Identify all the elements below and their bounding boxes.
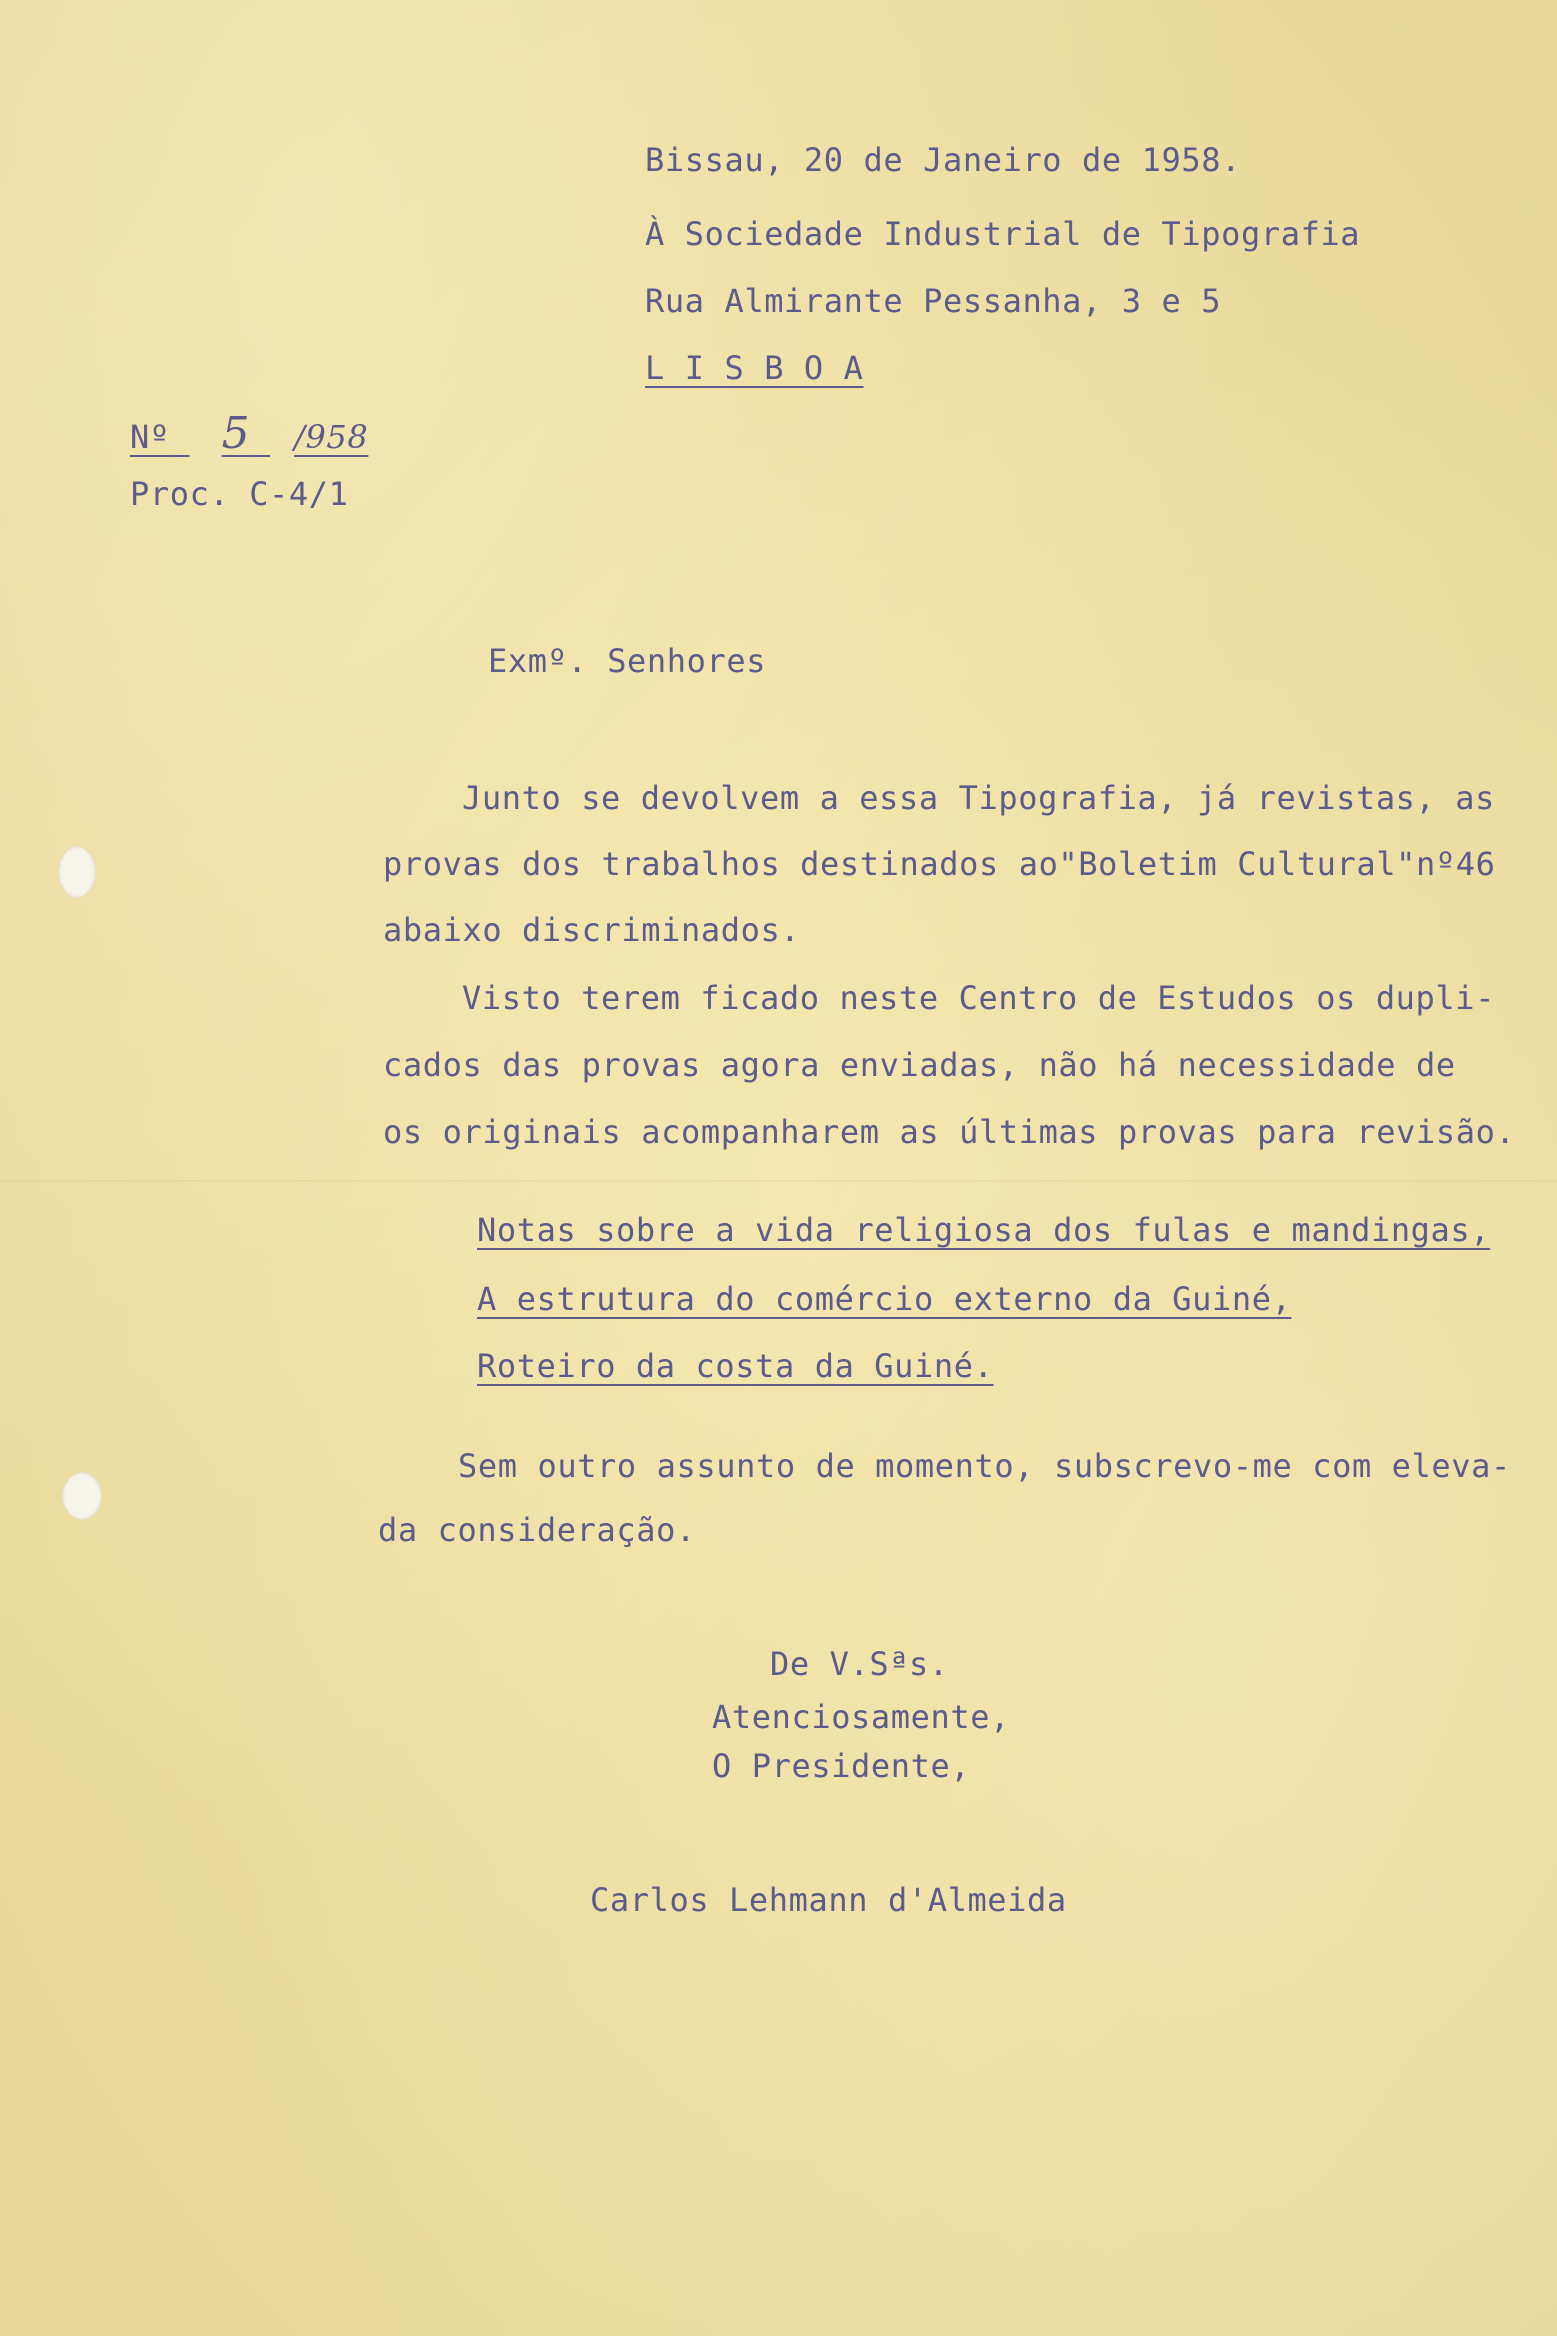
reference-number	[130, 408, 369, 459]
reference-number-year: /958	[294, 418, 369, 456]
paragraph-2-line-1: Visto terem ficado neste Centro de Estudos os dupli-	[462, 979, 1496, 1017]
closing-line-1: Sem outro assunto de momento, subscrevo-me com eleva-	[458, 1447, 1511, 1485]
salutation: Exmº. Senhores	[488, 642, 767, 680]
letter-date: Bissau, 20 de Janeiro de 1958.	[645, 141, 1241, 179]
punch-hole-bottom	[62, 1472, 102, 1520]
paragraph-1-line-1: Junto se devolvem a essa Tipografia, já revistas, as	[462, 779, 1496, 817]
paragraph-1-line-2: provas dos trabalhos destinados ao"Boletim Cultural"nº46	[383, 845, 1496, 883]
paragraph-2-line-3: os originais acompanharem as últimas provas para revisão.	[383, 1113, 1516, 1151]
paper-fold-line	[0, 1180, 1557, 1182]
reference-number-value: 5	[221, 408, 251, 459]
paragraph-1-line-3: abaixo discriminados.	[383, 911, 801, 949]
process-reference: Proc. C-4/1	[130, 475, 349, 513]
work-item: A estrutura do comércio externo da Guiné,	[477, 1280, 1292, 1318]
work-item: Roteiro da costa da Guiné.	[477, 1347, 994, 1385]
signature-regards: Atenciosamente,	[712, 1698, 1010, 1736]
work-item: Notas sobre a vida religiosa dos fulas e mandingas,	[477, 1211, 1491, 1249]
reference-number-prefix: Nº	[130, 418, 170, 456]
signature-title: O Presidente,	[712, 1747, 971, 1785]
punch-hole-top	[58, 846, 96, 898]
signature-courtesy: De V.Sªs.	[770, 1645, 949, 1683]
signature-name: Carlos Lehmann d'Almeida	[590, 1881, 1067, 1919]
recipient-name: À Sociedade Industrial de Tipografia	[645, 215, 1361, 253]
paragraph-2-line-2: cados das provas agora enviadas, não há necessidade de	[383, 1046, 1456, 1084]
recipient-city: L I S B O A	[645, 349, 864, 387]
closing-line-2: da consideração.	[378, 1511, 696, 1549]
recipient-street: Rua Almirante Pessanha, 3 e 5	[645, 282, 1222, 320]
